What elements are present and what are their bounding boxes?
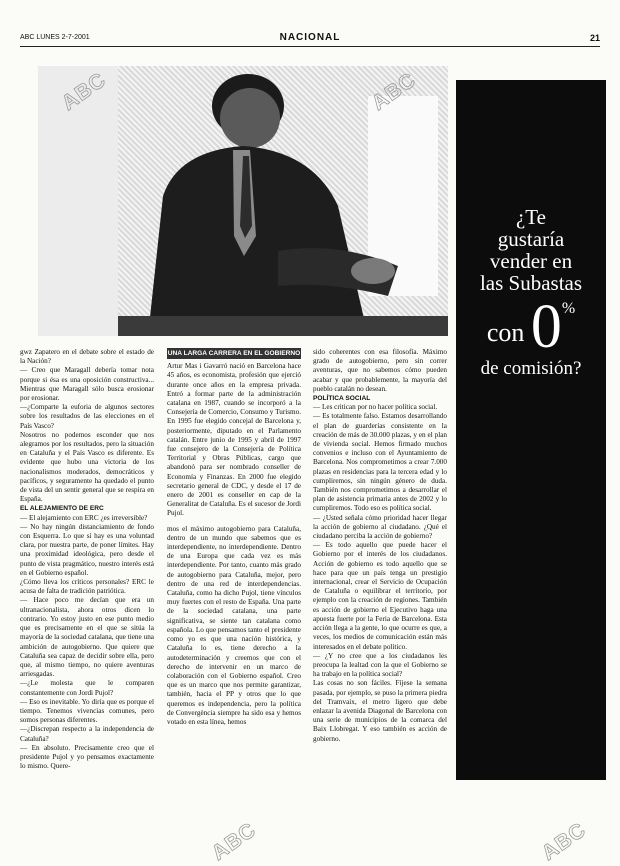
biography-box <box>167 348 301 519</box>
paragraph: — Es todo aquello que puede hacer el Gobierno por el interés de los ciudadanos. Acción de gobierno es todo aquello que se hace para que un país tenga un prestigio internacional, crear el Servicio de Ocupación de Cataluña o equilibrar el territorio, por ejemplo con la creación de regiones. También es acción de gobierno el Ejecutivo haga una apuesta fuerte por la Feria de Barcelona. Esta acción llega a la gente, lo que ocurre es que, a veces, los medios de comunicación están más interesados en el debate político. <box>313 541 447 651</box>
paragraph: — En absoluto. Precisamente creo que el presidente Pujol y yo pensamos exactamente lo mismo. Quere- <box>20 743 154 771</box>
watermark-bottom-right: ABC <box>537 818 591 865</box>
paragraph: ¿Cómo lleva los críticos personales? ERC le acusa de falta de tradición patriótica. <box>20 578 154 596</box>
subheading: POLÍTICA SOCIAL <box>313 395 371 403</box>
watermark-bottom-mid: ABC <box>207 818 261 865</box>
paragraph: — Es totalmente falso. Estamos desarrollando el plan de guarderías consistente en la creación de más de 30.000 plazas, y en el plan de vivienda social. Hemos firmado muchos convenios e incluso con el Ayuntamiento de Barcelona. Nos comprometimos a crear 7.000 plazas en residencias para la tercera edad y lo cumpliremos, sin ningún género de duda. También nos comprometimos a desarrollar el plan de asistencia primaria antes de 2002 y lo cumpliremos. Todo eso es política social. <box>313 412 447 513</box>
column-3 <box>313 348 447 744</box>
ad-con: con <box>486 318 525 347</box>
paragraph: Las cosas no son fáciles. Fíjese la semana pasada, por ejemplo, se puso la primera piedra del Tramvaix, el metro ligero que debe enlazar la avenida Diagonal de Barcelona con una serie de municipios de la comarca del Baix Llobregat. Y eso también es acción de gobierno. <box>313 679 447 743</box>
paragraph: — Les critican por no hacer política social. <box>313 403 438 412</box>
paragraph: mos el máximo autogobierno para Cataluña, dentro de un mundo que sabemos que es interdependiente, no interdependiente. Dentro de una Europa que cada vez es más interdependiente. Por tanto, cuanto más grado de autogobierno para Cataluña, mejor, pero dentro de una red de interdependencias. Cataluña, como ha dicho Pujol, tiene vínculos muy fuertes con el resto de España. Una parte de la sociedad catalana, una parte significativa, se siente tan catalana como española. Lo que pensamos tanto el presidente como yo es que una nación histórica, y Cataluña lo es, tiene derecho a la autodeterminación y creemos que con el derecho de intervenir en un marco de colaboración con el Gobierno español. Creo que es un marco que nos permite garantizar, también, hacia el PP y otros que lo que queremos es independencia, pero la política de Convergència siempre ha sido esa y hemos votado en esta línea, hemos <box>167 524 301 726</box>
box-title: UNA LARGA CARRERA EN EL GOBIERNO <box>167 348 301 359</box>
section-title: NACIONAL <box>279 32 341 43</box>
page-header <box>20 33 600 45</box>
paragraph: sido coherentes con esa filosofía. Máximo grado de autogobierno, pero sin correr aventuras, que no sabemos cómo pueden acabar y que probablemente, la mayoría del pueblo catalán no desean. <box>313 348 447 393</box>
ad-line-4: las Subastas <box>479 271 583 295</box>
paragraph: — Creo que Maragall debería tomar nota porque si ésa es una oposición constructiva... Mientras que Maragall sólo busca erosionar por erosionar. <box>20 366 154 403</box>
paragraph: —¿Comparte la euforia de algunos sectores sobre los resultados de las elecciones en el País Vasco? <box>20 403 154 430</box>
ad-percent: % <box>561 300 576 317</box>
paragraph: — ¿Usted señala cómo prioridad hacer llegar la acción de gobierno al ciudadano. ¿Qué el ciudadano perciba la acción de gobierno? <box>313 513 447 541</box>
header-date: ABC LUNES 2-7-2001 <box>20 34 90 41</box>
paragraph: gwz Zapatero en el debate sobre el estado de la Nación? <box>20 348 154 366</box>
ad-zero: 0 <box>530 293 562 361</box>
ad-line-5: de comisión? <box>480 358 582 379</box>
paragraph: — Eso es inevitable. Yo diría que es porque el tiempo. Tenemos vivencias comunes, pero somos personas diferentes. <box>20 697 154 725</box>
ad-line-1: ¿Te <box>515 205 546 229</box>
ad-line-2: gustaría <box>497 227 565 251</box>
subheading: EL ALEJAMIENTO DE ERC <box>20 505 104 513</box>
paragraph: — ¿Y no cree que a los ciudadanos les preocupa la lealtad con la que el Gobierno se ha trabajo en la política social? <box>313 651 447 679</box>
header-rule <box>20 46 600 47</box>
column-2 <box>167 348 301 727</box>
ad-zero-percent <box>456 292 606 363</box>
ad-question <box>456 206 606 294</box>
page-number: 21 <box>589 33 600 43</box>
paragraph: —¿Le molesta que le comparen constantemente con Jordi Pujol? <box>20 679 154 697</box>
paragraph: —¿Discrepan respecto a la independencia de Cataluña? <box>20 725 154 743</box>
paragraph: Nosotros no podemos esconder que nos alegramos por los resultados, pero la situación en Cataluña y el País Vasco es diferente. Es evidente que hubo una victoria de los nacionalismos moderados, democráticos y pacíficos, y seguramente ha quedado el punto de vista del un sentir general que se respira en España. <box>20 430 154 504</box>
watermark-top-left: ABC <box>57 68 111 115</box>
paragraph: — No hay ningún distanciamiento de fondo con Esquerra. Lo que sí hay es una voluntad clara, por nuestra parte, de poner límites. Hay una proximidad ideológica, pero desde el punto de vista pragmático, nuestro interés está en el Gobierno español. <box>20 522 154 577</box>
paragraph: — El alejamiento con ERC ¿es irreversible? <box>20 513 148 522</box>
box-text: Artur Mas i Gavarró nació en Barcelona hace 45 años, es economista, profesión que ejerció durante once años en la empresa privada. Entró a formar parte de la administración catalana en 1987, cuando se incorporó a la Consejería de Comercio, Consumo y Turismo. En 1995 fue elegido concejal de Barcelona y, posteriormente, diputado en el Parlamento catalán. Entre junio de 1995 y abril de 1997 fue consejero de la Consejería de Política Territorial y Obras Públicas, cargo que abandonó para ser nombrado conseller de Economía y Finanzas. En 2000 fue elegido secretario general de CDC, y desde el 17 de enero de 2001 es conseller en cap de la Generalitat de Cataluña. Es el sucesor de Jordi Pujol. <box>167 362 301 518</box>
auction-advertisement[interactable] <box>456 80 606 780</box>
column-1 <box>20 348 154 771</box>
ad-line-3: vender en <box>489 249 573 273</box>
watermark-top-right: ABC <box>367 68 421 115</box>
paragraph: — Hace poco me decían que era un ultranacionalista, ahora otros dicen lo contrario. Yo estoy justo en ese punto medio que es precisamente en el que se sitúa la mayoría de la sociedad catalana, que tiene una ambición de autogobierno. Que quiere que Cataluña sea capaz de decidir sobre ella, pero que, al mismo tiempo, no quiere aventuras arriesgadas. <box>20 596 154 679</box>
